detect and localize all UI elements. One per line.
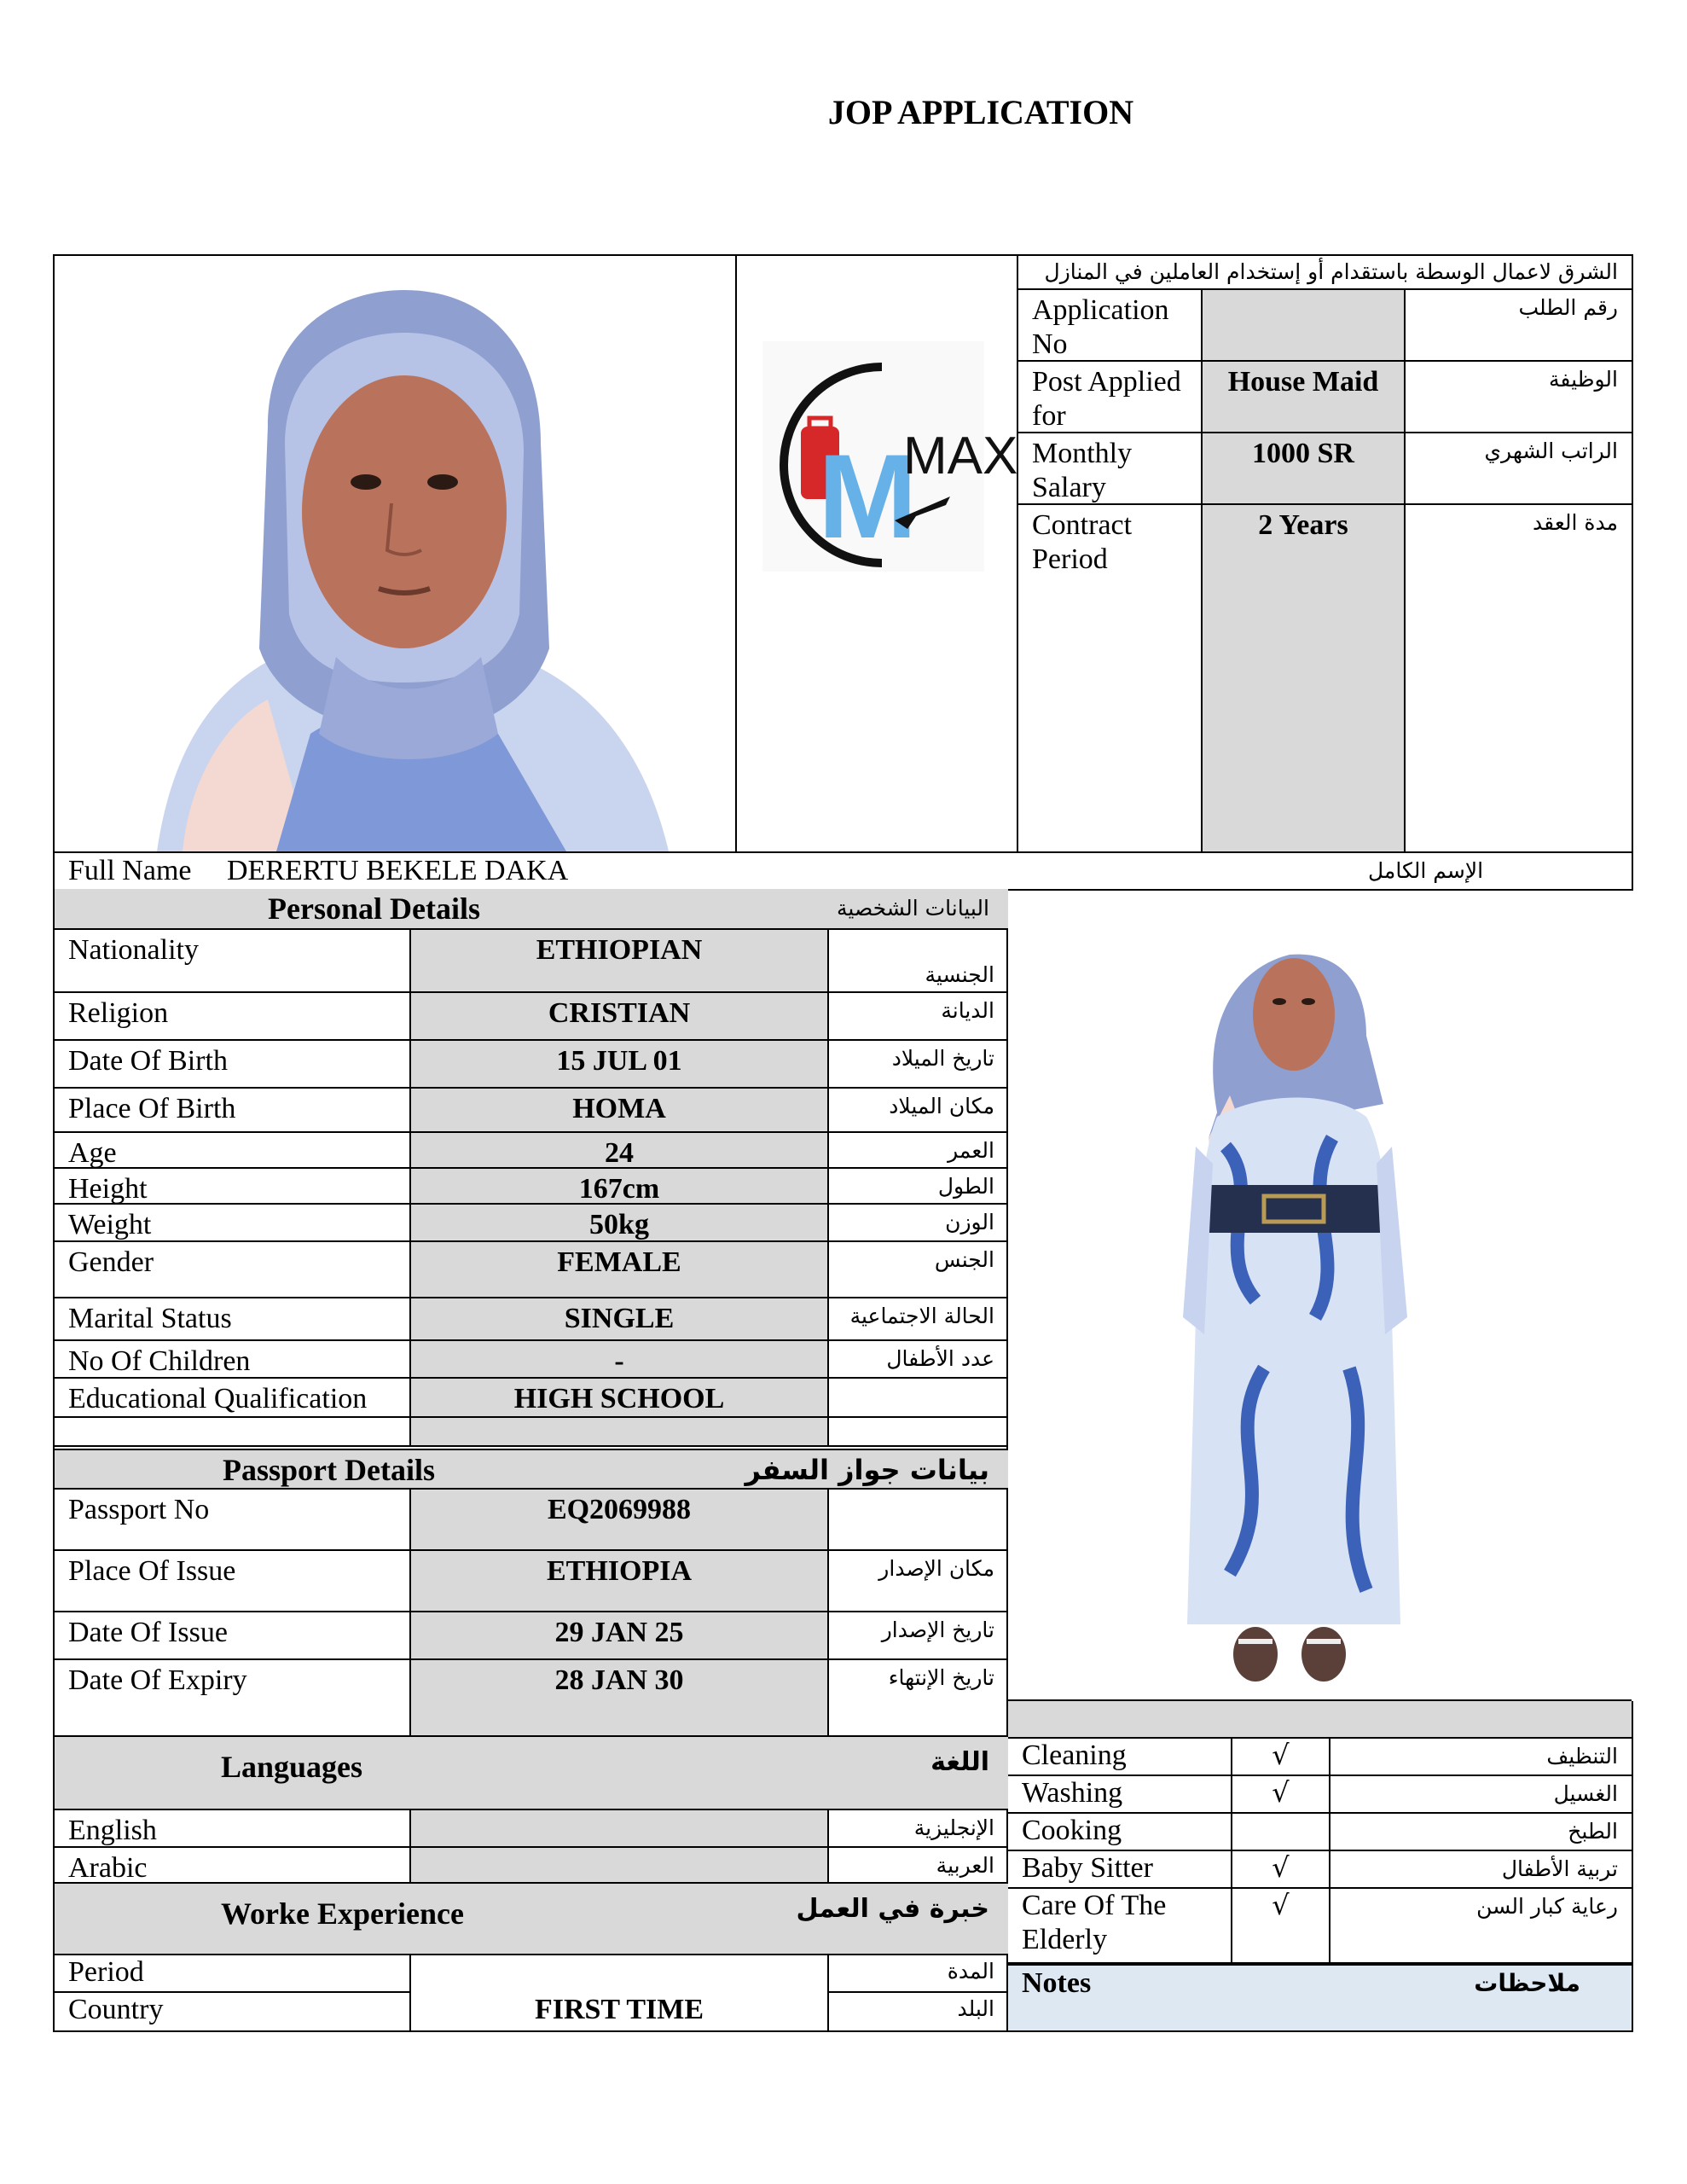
row-label: English [55,1810,411,1848]
skill-arabic: تربية الأطفال [1330,1851,1633,1889]
details-table [53,889,1008,2032]
row-arabic [829,1379,1008,1418]
languages-title: Languages [221,1750,363,1784]
row-label: Passport No [55,1490,411,1551]
row-label: Arabic [55,1848,411,1884]
salary-label: Monthly Salary [1018,433,1201,505]
skill-check-icon: √ [1232,1776,1330,1814]
row-label: Religion [55,993,411,1041]
skill-arabic: الغسيل [1330,1776,1633,1814]
salary-arabic: الراتب الشهري [1406,433,1632,505]
row-value: ETHIOPIA [411,1551,829,1612]
application-no-value [1201,290,1406,362]
row-arabic [829,1418,1008,1447]
svg-text:M: M [818,429,918,563]
row-value: 28 JAN 30 [411,1660,829,1737]
period-label: Period [55,1955,411,1993]
passport-details-arabic: بيانات جواز السفر [745,1454,989,1486]
skill-arabic: رعاية كبار السن [1330,1889,1633,1964]
skill-label: Cleaning [1008,1739,1232,1776]
skill-arabic: التنظيف [1330,1739,1633,1776]
page-title: JOP APPLICATION [827,93,1134,131]
skill-check-icon: √ [1232,1739,1330,1776]
post-arabic: الوظيفة [1406,362,1632,433]
row-arabic: الوزن [829,1205,1008,1242]
experience-header [55,1884,1008,1955]
row-arabic: الحالة الاجتماعية [829,1298,1008,1341]
full-length-photo [1008,891,1632,1701]
skill-label: Care Of The Elderly [1008,1889,1232,1964]
row-value [411,1810,829,1848]
skill-label: Cooking [1008,1814,1232,1851]
row-arabic [829,1490,1008,1551]
row-value: EQ2069988 [411,1490,829,1551]
row-value: 24 [411,1133,829,1169]
passport-details-title: Passport Details [223,1453,435,1487]
row-label: No Of Children [55,1341,411,1379]
row-label: Marital Status [55,1298,411,1341]
row-value: CRISTIAN [411,993,829,1041]
row-label: Height [55,1169,411,1205]
portrait-photo [55,256,737,851]
full-name-label: Full Name [68,855,192,886]
experience-value: FIRST TIME [411,1955,829,2030]
period-arabic: المدة [829,1955,1008,1993]
skill-label: Washing [1008,1776,1232,1814]
notes-box [1008,1964,1633,2032]
row-value: 50kg [411,1205,829,1242]
personal-details-arabic: البيانات الشخصية [837,896,989,921]
row-value: HOMA [411,1089,829,1133]
skills-table [1008,1739,1633,1964]
row-value: 167cm [411,1169,829,1205]
row-label: Place Of Issue [55,1551,411,1612]
row-arabic: الديانة [829,993,1008,1041]
row-value: - [411,1341,829,1379]
row-arabic: العربية [829,1848,1008,1884]
row-label: Educational Qualification [55,1379,411,1418]
skill-arabic: الطبخ [1330,1814,1633,1851]
post-label: Post Applied for [1018,362,1201,433]
row-arabic: تاريخ الإصدار [829,1612,1008,1660]
row-value: HIGH SCHOOL [411,1379,829,1418]
post-value: House Maid [1201,362,1406,433]
country-arabic: البلد [957,1996,994,2021]
row-value: FEMALE [411,1242,829,1298]
country-label: Country [55,1993,411,2030]
skill-check-icon: √ [1232,1889,1330,1964]
application-no-arabic: رقم الطلب [1406,290,1632,362]
notes-arabic: ملاحظات [1474,1969,1580,1997]
application-no-label: Application No [1018,290,1201,362]
row-arabic: مكان الإصدار [829,1551,1008,1612]
personal-details-title: Personal Details [268,892,480,926]
full-name-value: DERERTU BEKELE DAKA [227,855,569,886]
row-arabic: الجنسية [829,930,1008,993]
row-value: SINGLE [411,1298,829,1341]
passport-details-header [55,1449,1008,1490]
notes-label: Notes [1022,1967,1092,1999]
row-arabic: العمر [829,1133,1008,1169]
contract-arabic: مدة العقد [1533,510,1618,535]
job-table [1018,290,1633,851]
full-name-arabic: الإسم الكامل [1368,858,1484,883]
personal-details-header [55,889,1008,930]
skills-spacer-row [1008,1701,1633,1739]
row-arabic: الإنجليزية [829,1810,1008,1848]
row-label: Nationality [55,930,411,993]
salary-value: 1000 SR [1201,433,1406,505]
agency-arabic-name: الشرق لاعمال الوسطة باستقدام أو إستخدام العاملين في المنازل [1018,256,1632,290]
row-value [411,1418,829,1447]
skill-check-icon [1232,1814,1330,1851]
row-label: Weight [55,1205,411,1242]
row-arabic: تاريخ الميلاد [829,1041,1008,1089]
skill-label: Baby Sitter [1008,1851,1232,1889]
row-label: Date Of Birth [55,1041,411,1089]
experience-title: Worke Experience [221,1896,464,1931]
row-value: 29 JAN 25 [411,1612,829,1660]
row-label [55,1418,411,1447]
languages-header [55,1737,1008,1810]
row-label: Place Of Birth [55,1089,411,1133]
row-label: Age [55,1133,411,1169]
agency-logo [737,256,1018,851]
row-arabic: مكان الميلاد [829,1089,1008,1133]
skill-check-icon: √ [1232,1851,1330,1889]
row-value [411,1848,829,1884]
full-name-row [55,851,1632,889]
row-label: Gender [55,1242,411,1298]
logo-text: MAX [903,427,1018,485]
row-label: Date Of Issue [55,1612,411,1660]
row-arabic: الجنس [829,1242,1008,1298]
contract-label: Contract Period [1032,509,1133,576]
row-label: Date Of Expiry [55,1660,411,1737]
contract-value: 2 Years [1258,509,1348,541]
row-arabic: تاريخ الإنتهاء [829,1660,1008,1737]
row-value: 15 JUL 01 [411,1041,829,1089]
row-arabic: عدد الأطفال [829,1341,1008,1379]
row-arabic: الطول [829,1169,1008,1205]
experience-arabic: خبرة في العمل [796,1894,989,1924]
languages-arabic: اللغة [930,1747,989,1777]
row-value: ETHIOPIAN [411,930,829,993]
